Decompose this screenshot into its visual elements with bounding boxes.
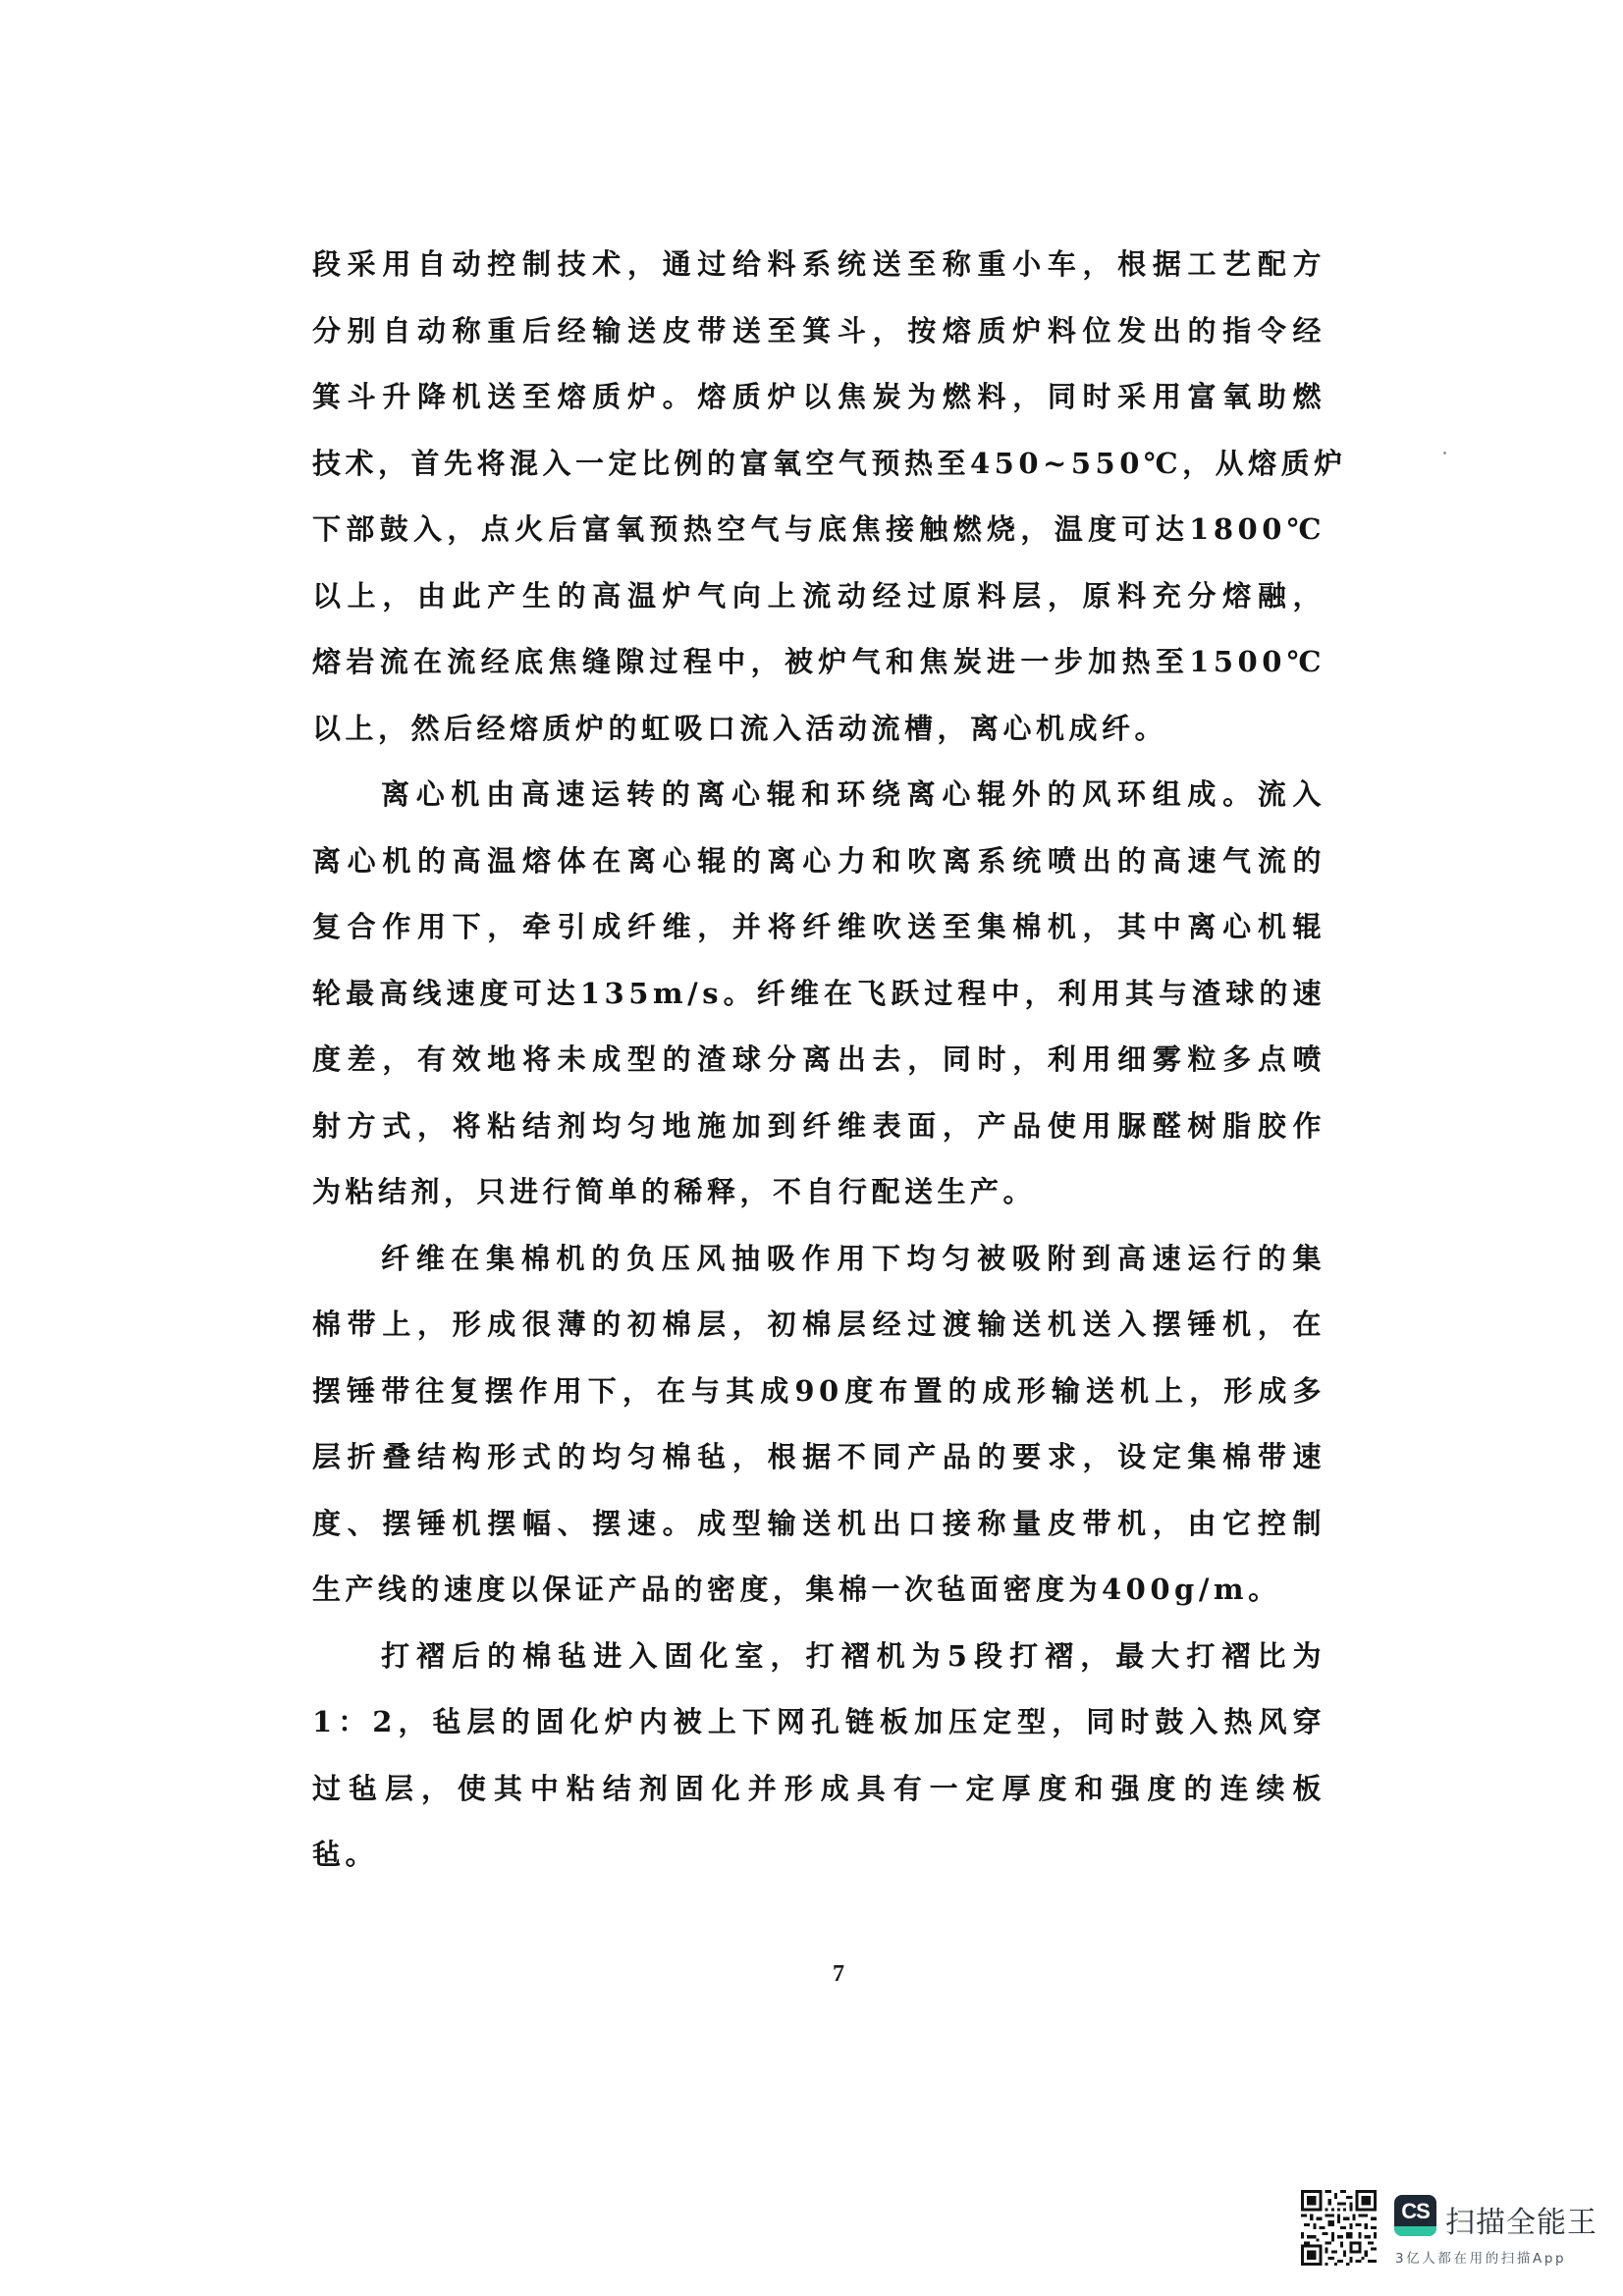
text-line: 分别自动称重后经输送皮带送至箕斗，按熔质炉料位发出的指令经 (312, 313, 1325, 347)
document-body (312, 232, 1347, 1889)
text-line: 箕斗升降机送至熔质炉。熔质炉以焦炭为燃料，同时采用富氧助燃 (312, 380, 1325, 413)
paragraph-3 (312, 1226, 1325, 1624)
text-line: 射方式，将粘结剂均匀地施加到纤维表面，产品使用脲醛树脂胶作 (312, 1108, 1325, 1143)
text-line: 毡。 (312, 1838, 379, 1871)
brand-name: 扫描全能王 (1445, 2206, 1597, 2240)
qr-code-icon (1301, 2190, 1377, 2266)
text-line: 技术，首先将混入一定比例的富氧空气预热至450~550℃，从熔质炉 (312, 446, 1347, 480)
text-line: 以上，然后经熔质炉的虹吸口流入活动流槽，离心机成纤。 (312, 711, 1168, 745)
text-line: 层折叠结构形式的均匀棉毡，根据不同产品的要求，设定集棉带速 (312, 1440, 1325, 1473)
logo-accent-bar (1394, 2226, 1436, 2236)
text-line: 纤维在集棉机的负压风抽吸作用下均匀被吸附到高速运行的集 (381, 1241, 1325, 1275)
text-line: 打褶后的棉毡进入固化室，打褶机为5段打褶，最大打褶比为 (381, 1638, 1325, 1673)
brand-tagline: 3亿人都在用的扫描App (1395, 2251, 1567, 2267)
logo-text: CS (1401, 2199, 1430, 2223)
text-line: 度差，有效地将未成型的渣球分离出去，同时，利用细雾粒多点喷 (312, 1042, 1325, 1076)
text-line: 生产线的速度以保证产品的密度，集棉一次毡面密度为400g/m。 (312, 1573, 1281, 1606)
text-line: 下部鼓入，点火后富氧预热空气与底焦接触燃烧，温度可达1800℃ (312, 512, 1325, 546)
scanner-watermark (1301, 2190, 1596, 2269)
text-line: 1：2，毡层的固化炉内被上下网孔链板加压定型，同时鼓入热风穿 (312, 1705, 1325, 1738)
paragraph-2 (312, 762, 1325, 1226)
scan-speck (1443, 452, 1446, 454)
paragraph-4 (312, 1624, 1325, 1889)
text-line: 段采用自动控制技术，通过给料系统送至称重小车，根据工艺配方 (312, 247, 1325, 281)
text-line: 复合作用下，牵引成纤维，并将纤维吹送至集棉机，其中离心机辊 (312, 910, 1325, 943)
text-line: 摆锤带往复摆作用下，在与其成90度布置的成形输送机上，形成多 (312, 1373, 1325, 1408)
text-line: 度、摆锤机摆幅、摆速。成型输送机出口接称量皮带机，由它控制 (312, 1506, 1325, 1540)
paragraph-1 (312, 232, 1347, 762)
text-line: 离心机的高温熔体在离心辊的离心力和吹离系统喷出的高速气流的 (312, 843, 1325, 878)
text-line: 轮最高线速度可达135m/s。纤维在飞跃过程中，利用其与渣球的速 (312, 976, 1325, 1010)
camscanner-logo-icon (1394, 2195, 1436, 2236)
text-line: 过毡层，使其中粘结剂固化并形成具有一定厚度和强度的连续板 (312, 1771, 1325, 1805)
text-line: 以上，由此产生的高温炉气向上流动经过原料层，原料充分熔融， (312, 578, 1325, 613)
text-line: 棉带上，形成很薄的初棉层，初棉层经过渡输送机送入摆锤机，在 (312, 1308, 1325, 1341)
text-line: 离心机由高速运转的离心辊和环绕离心辊外的风环组成。流入 (381, 777, 1325, 811)
text-line: 为粘结剂，只进行简单的稀释，不自行配送生产。 (312, 1175, 1037, 1208)
page-number: 7 (833, 1961, 844, 1987)
text-line: 熔岩流在流经底焦缝隙过程中，被炉气和焦炭进一步加热至1500℃ (312, 645, 1325, 678)
